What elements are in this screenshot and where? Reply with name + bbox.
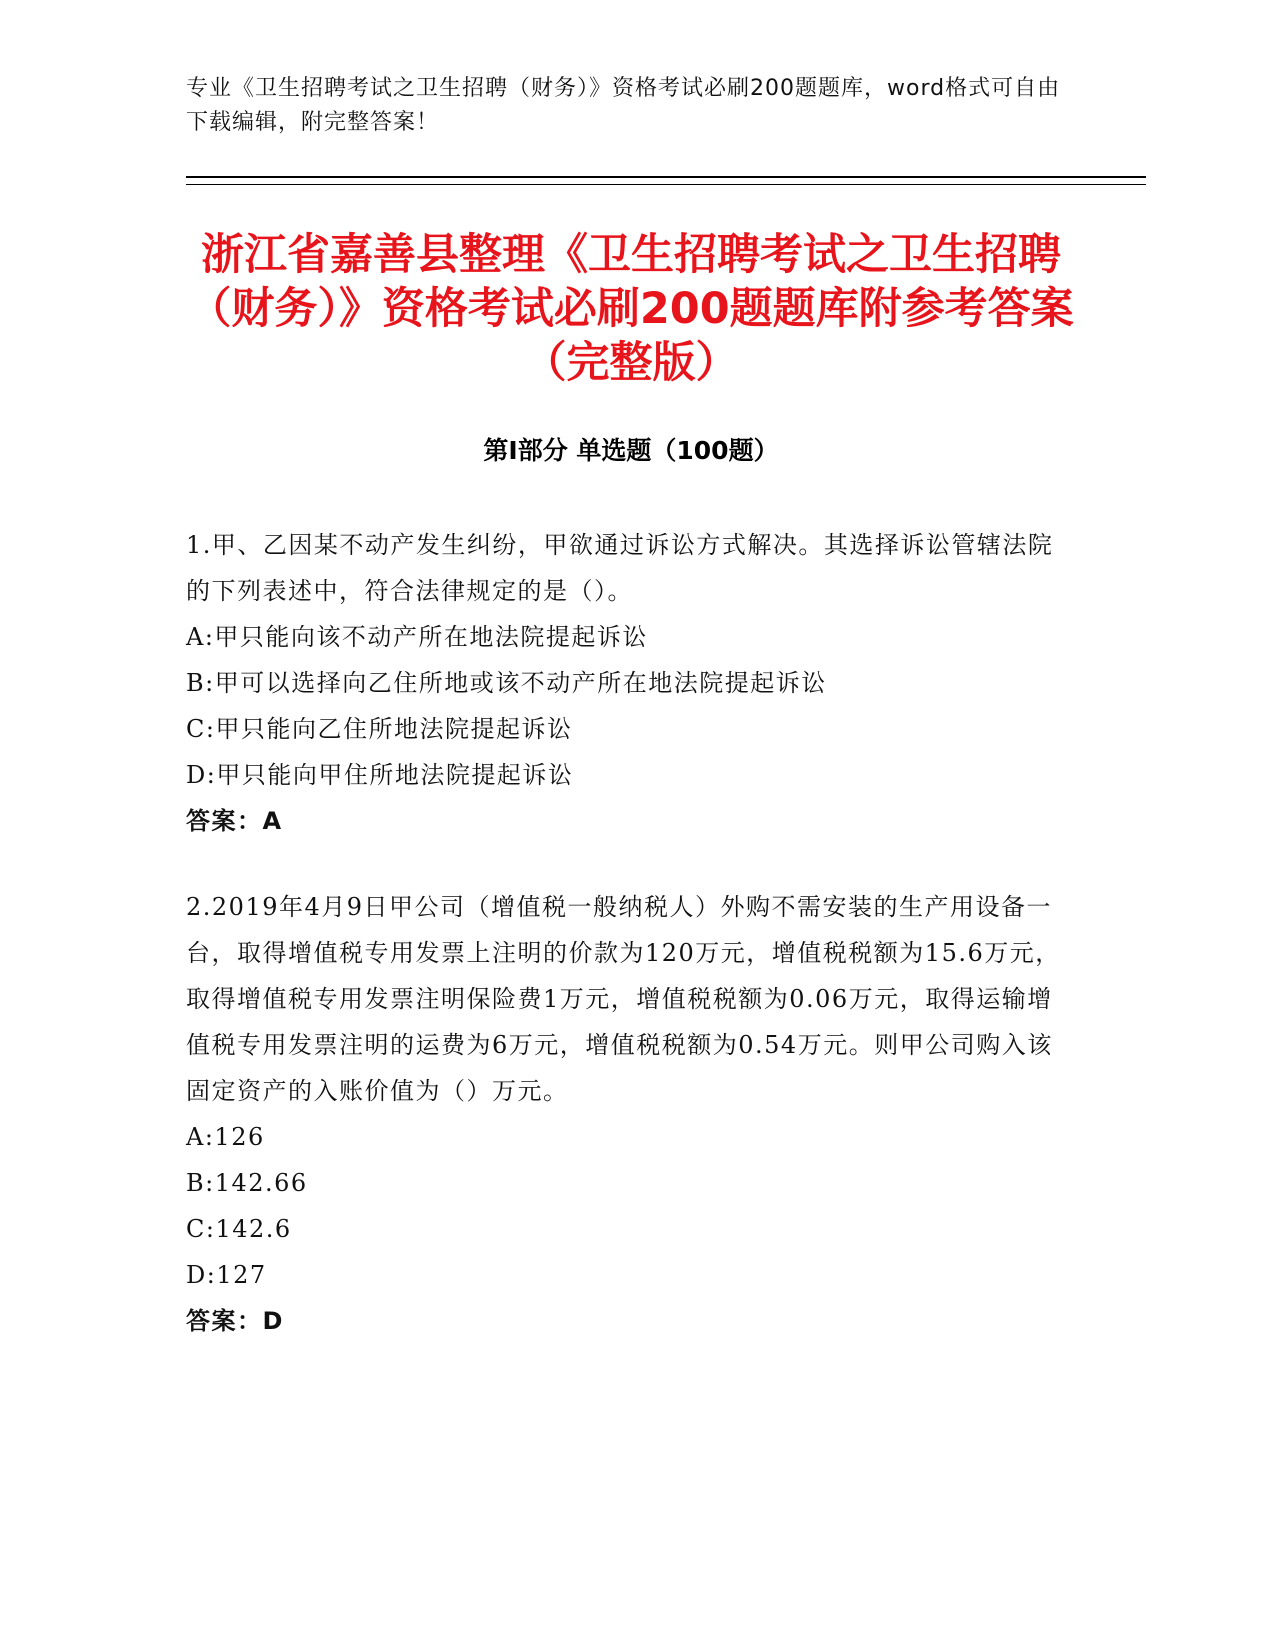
question-stem: 1.甲、乙因某不动产发生纠纷，甲欲通过诉讼方式解决。其选择诉讼管辖法院的下列表述中，符合法律规定的是（）。 (186, 531, 1054, 605)
option-b: B:甲可以选择向乙住所地或该不动产所在地法院提起诉讼 (186, 669, 827, 697)
document-title: 浙江省嘉善县整理《卫生招聘考试之卫生招聘（财务）》资格考试必刷200题题库附参考答案（完整版） (188, 230, 1074, 388)
option-a: A:甲只能向该不动产所在地法院提起诉讼 (186, 623, 648, 651)
option-c: C:142.6 (186, 1215, 292, 1243)
answer: 答案：D (186, 1307, 284, 1335)
question-stem: 2.2019年4月9日甲公司（增值税一般纳税人）外购不需安装的生产用设备一台，取得增值税专用发票上注明的价款为120万元，增值税税额为15.6万元，取得增值税专用发票注明保险费1万元，增值税税额为0.06万元，取得运输增值税专用发票注明的运费为6万元，增值税税额为0.54万元。则甲公司购入该固定资产的入账价值为（）万元。 (186, 893, 1061, 1105)
header-note: 专业《卫生招聘考试之卫生招聘（财务）》资格考试必刷200题题库，word格式可自由下载编辑，附完整答案！ (186, 76, 1061, 135)
question-2 (186, 884, 1066, 1344)
answer: 答案：A (186, 807, 283, 835)
header-divider-thin (186, 184, 1146, 185)
question-1 (186, 522, 1066, 844)
option-d: D:甲只能向甲住所地法院提起诉讼 (186, 761, 574, 789)
section-title: 第I部分 单选题（100题） (483, 436, 779, 465)
option-b: B:142.66 (186, 1169, 308, 1197)
option-d: D:127 (186, 1261, 267, 1289)
option-a: A:126 (186, 1123, 265, 1151)
header-divider-thick (186, 176, 1146, 178)
option-c: C:甲只能向乙住所地法院提起诉讼 (186, 715, 573, 743)
